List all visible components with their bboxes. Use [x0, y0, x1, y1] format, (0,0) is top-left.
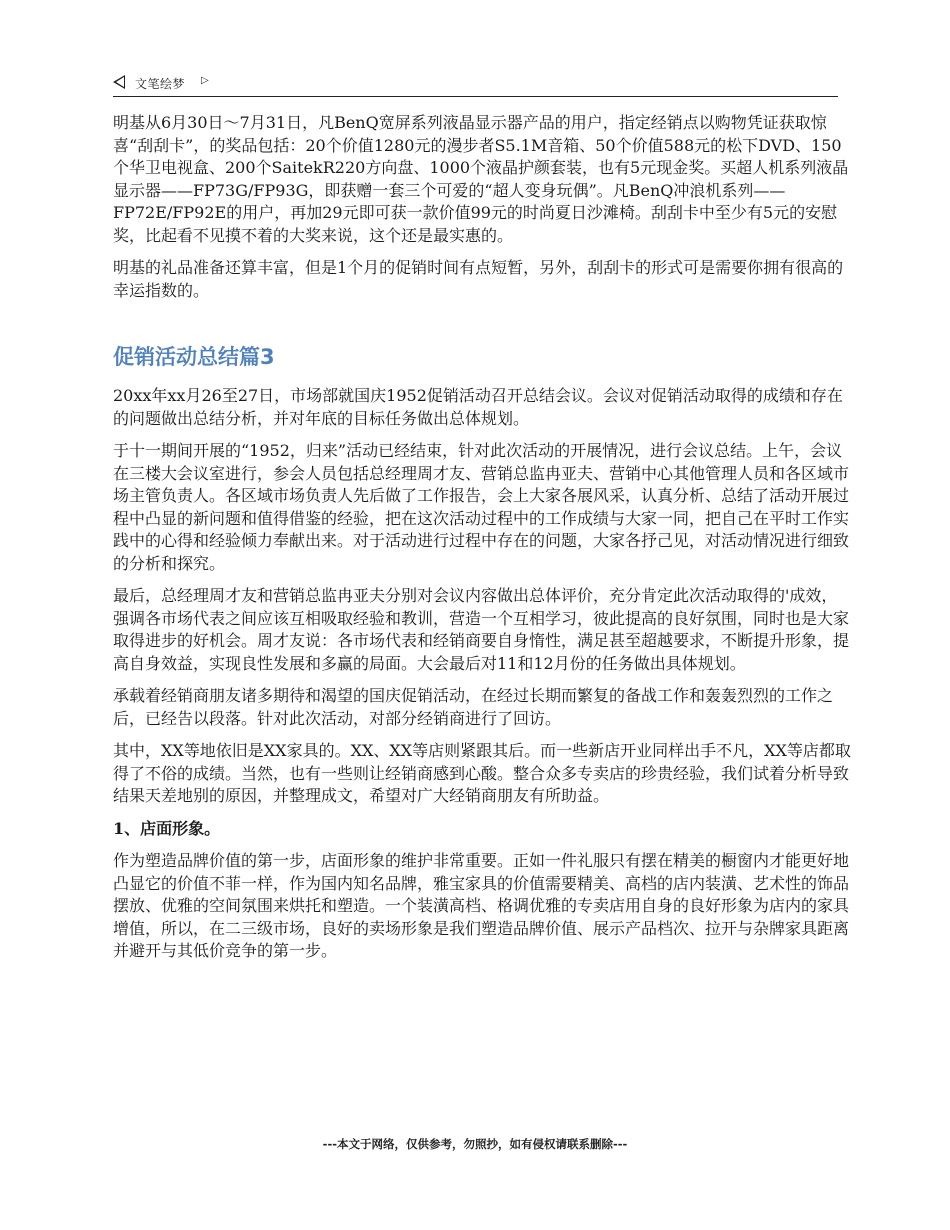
subheading-store-image: 1、店面形象。	[113, 818, 221, 838]
header-title: 文笔绘梦	[135, 77, 186, 91]
paragraph-7: 其中，XX等地依旧是XX家具的。XX、XX等店则紧跟其后。而一些新店开业同样出手不凡，XX等店都取得了不俗的成绩。当然，也有一些则让经销商感到心酸。整合众多专卖店的珍贵经验，我们试着分析导致结果天差地别的原因，并整理成文，希望对广大经销商朋友有所助益。	[113, 741, 851, 805]
paragraph-5: 最后，总经理周才友和营销总监冉亚夫分别对会议内容做出总体评价，充分肯定此次活动取得的'成效，强调各市场代表之间应该互相吸取经验和教训，营造一个互相学习，彼此提高的良好氛围，同时也是大家取得进步的好机会。周才友说：各市场代表和经销商要自身惰性，满足甚至超越要求，不断提升形象，提高自身效益，实现良性发展和多赢的局面。大会最后对11和12月份的任务做出具体规划。	[113, 586, 850, 673]
document-body	[113, 112, 853, 973]
triangle-left-icon	[113, 75, 125, 89]
paragraph-3: 20xx年xx月26至27日，市场部就国庆1952促销活动召开总结会议。会议对促销活动取得的成绩和存在的问题做出总结分析，并对年底的目标任务做出总体规划。	[113, 386, 843, 428]
paragraph-1: 明基从6月30日～7月31日，凡BenQ宽屏系列液晶显示器产品的用户，指定经销点以购物凭证获取惊喜“刮刮卡”，的奖品包括：20个价值1280元的漫步者S5.1M音箱、50个价值588元的松下DVD、150个华卫电视盒、200个SaitekR220方向盘、1000个液晶护颜套装，也有5元现金奖。买超人机系列液晶显示器——FP73G/FP93G，即获赠一套三个可爱的“超人变身玩偶”。凡BenQ冲浪机系列——FP72E/FP92E的用户，再加29元即可获一款价值99元的时尚夏日沙滩椅。刮刮卡中至少有5元的安慰奖，比起看不见摸不着的大奖来说，这个还是最实惠的。	[113, 113, 849, 245]
paragraph-2: 明基的礼品准备还算丰富，但是1个月的促销时间有点短暂，另外，刮刮卡的形式可是需要你拥有很高的幸运指数的。	[113, 258, 844, 300]
page-header	[113, 72, 838, 97]
paragraph-4: 于十一期间开展的“1952，归来”活动已经结束，针对此次活动的开展情况，进行会议总结。上午，会议在三楼大会议室进行，参会人员包括总经理周才友、营销总监冉亚夫、营销中心其他管理人员和各区域市场主管负责人。各区域市场负责人先后做了工作报告，会上大家各展风采，认真分析、总结了活动开展过程中凸显的新问题和值得借鉴的经验，把在这次活动过程中的工作成绩与大家一同，把自己在平时工作实践中的心得和经验倾力奉献出来。对于活动进行过程中存在的问题，大家各抒己见，对活动情况进行细致的分析和探究。	[113, 441, 850, 573]
paragraph-6: 承载着经销商朋友诸多期待和渴望的国庆促销活动，在经过长期而繁复的备战工作和轰轰烈烈的工作之后，已经告以段落。针对此次活动，对部分经销商进行了回访。	[113, 686, 834, 728]
section-title: 促销活动总结篇3	[113, 345, 275, 369]
paragraph-8: 作为塑造品牌价值的第一步，店面形象的维护非常重要。正如一件礼服只有摆在精美的橱窗内才能更好地凸显它的价值不菲一样，作为国内知名品牌，雅宝家具的价值需要精美、高档的店内装潢、艺术性的饰品摆放、优雅的空间氛围来烘托和塑造。一个装潢高档、格调优雅的专卖店用自身的良好形象为店内的家具增值，所以，在二三级市场，良好的卖场形象是我们塑造品牌价值、展示产品档次、拉开与杂牌家具距离并避开与其低价竞争的第一步。	[113, 851, 850, 960]
page-footer: ---本文于网络，仅供参考，勿照抄，如有侵权请联系删除---	[322, 1137, 628, 1151]
triangle-right-icon: ▷	[201, 75, 209, 86]
